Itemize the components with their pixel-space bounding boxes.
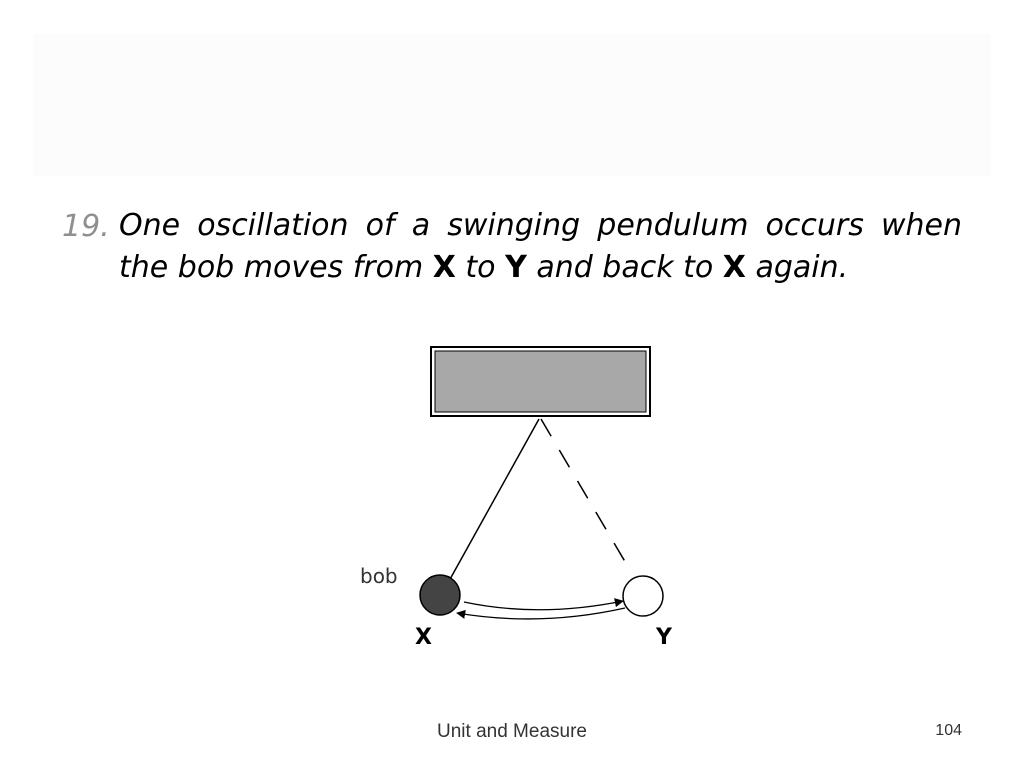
footer-title: Unit and Measure: [437, 721, 587, 742]
x-position-label: X: [415, 625, 432, 650]
bob-at-y: [623, 576, 663, 616]
question-text-part-2: to: [455, 250, 506, 285]
question-text-part-1: One oscillation of a swinging pendulum occurs when the bob moves from: [119, 208, 962, 285]
position-y-label: Y: [505, 250, 527, 285]
question-text: [119, 205, 962, 289]
question-text-part-3: and back to: [526, 250, 723, 285]
question-text-part-4: again.: [745, 250, 849, 285]
pendulum-string-dashed: [541, 419, 627, 565]
bob-at-x: [420, 575, 460, 615]
position-x-label: X: [432, 250, 456, 285]
pendulum-string: [449, 419, 539, 581]
y-position-label: Y: [656, 625, 672, 650]
pendulum-diagram: [340, 335, 680, 655]
question-number: 19.: [62, 209, 110, 244]
title-area: [33, 34, 991, 176]
bob-label: bob: [360, 564, 398, 588]
pendulum-support-fill: [435, 351, 646, 412]
position-x-return-label: X: [722, 250, 746, 285]
page-number: 104: [935, 722, 962, 739]
swing-arrow-to-y: [464, 601, 623, 610]
